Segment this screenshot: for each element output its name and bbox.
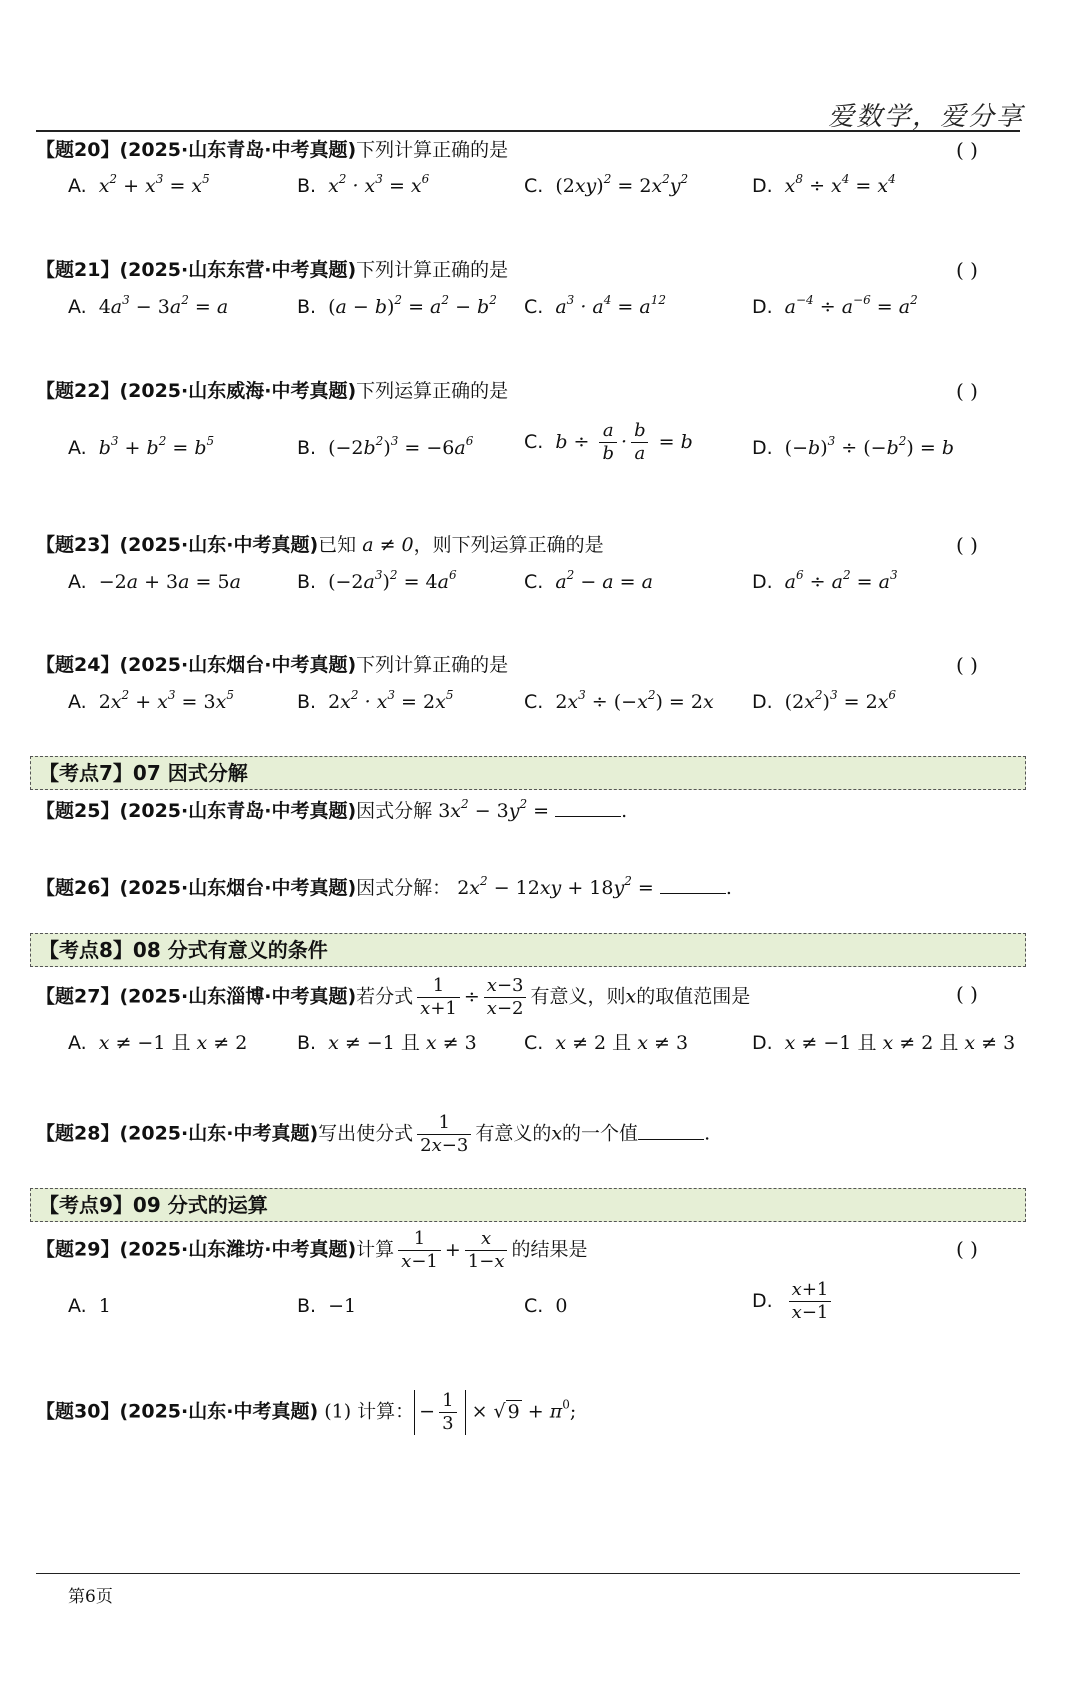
option-c: C. x ≠ 2 且 x ≠ 3	[524, 1032, 689, 1054]
question-text-2: ，则下列运算正确的是	[413, 534, 604, 556]
part-label: (1)	[324, 1400, 352, 1423]
question-source: (2025·山东东营·中考真题)	[119, 259, 357, 281]
option-d: D. $(2x^2)^3 = 2x^6$	[752, 688, 897, 713]
option-d: D. $a^{-4} \div a^{-6} = a^2$	[752, 293, 918, 318]
footer-divider	[36, 1573, 1020, 1574]
question-number: 【题25】	[36, 800, 120, 822]
option-a: A. $4a^3 - 3a^2 = a$	[68, 293, 229, 318]
option-c: C. $a^3 \cdot a^4 = a^{12}$	[524, 293, 666, 318]
question-number: 【题24】	[36, 654, 120, 676]
option-c: C. 0	[524, 1295, 568, 1317]
question-text-2: 有意义的	[475, 1122, 552, 1145]
option-d: D. $x^8 \div x^4 = x^4$	[752, 172, 896, 197]
section-header-8: 【考点8】08 分式有意义的条件	[30, 933, 1026, 967]
section-header-9: 【考点9】09 分式的运算	[30, 1188, 1026, 1222]
question-27: 【题27】(2025·山东淄博·中考真题)若分式 $\frac{1}{x+1}$ ÷ $\frac{x-3}{x-2}$ 有意义，则x的取值范围是	[36, 975, 751, 1019]
option-d: D. $\frac{x+1}{x-1}$	[752, 1279, 835, 1324]
question-text: 下列计算正确的是	[356, 259, 509, 281]
section-header-7: 【考点7】07 因式分解	[30, 756, 1026, 790]
question-source: (2025·山东·中考真题)	[119, 534, 319, 556]
question-source: (2025·山东威海·中考真题)	[119, 380, 357, 402]
question-source: (2025·山东淄博·中考真题)	[119, 985, 357, 1008]
question-25: 【题25】(2025·山东青岛·中考真题)因式分解 $3x^2 - 3y^2$ = .	[36, 797, 628, 822]
question-21	[36, 256, 508, 284]
answer-blank	[660, 873, 726, 894]
question-source: (2025·山东烟台·中考真题)	[119, 654, 357, 676]
question-number: 【题27】	[36, 985, 120, 1008]
option-b: B. $(-2b^2)^3 = -6a^6$	[297, 434, 474, 459]
question-number: 【题29】	[36, 1238, 120, 1261]
option-d: D. $(-b)^3 \div (-b^2) = b$	[752, 434, 954, 459]
answer-parentheses: ( )	[956, 1237, 978, 1261]
question-number: 【题26】	[36, 877, 120, 899]
question-text: 写出使分式	[318, 1122, 414, 1145]
variable: x	[625, 985, 637, 1008]
question-number: 【题21】	[36, 259, 120, 281]
question-29: 【题29】(2025·山东潍坊·中考真题)计算 $\frac{1}{x-1}$ + $\frac{x}{1-x}$ 的结果是	[36, 1228, 588, 1272]
option-a: A. −2a + 3a = 5a	[68, 571, 241, 593]
option-a: A. $2x^2 + x^3 = 3x^5$	[68, 688, 234, 713]
question-24	[36, 651, 508, 679]
question-text: 下列计算正确的是	[356, 654, 509, 676]
question-source: (2025·山东青岛·中考真题)	[119, 139, 357, 161]
option-b: B. $x^2 \cdot x^3 = x^6$	[297, 172, 430, 197]
option-d: D. $a^6 \div a^2 = a^3$	[752, 568, 898, 593]
question-23	[36, 531, 604, 559]
option-c: C. $(2xy)^2 = 2x^2y^2$	[524, 172, 689, 197]
option-a: A. 1	[68, 1295, 111, 1317]
question-text: 下列运算正确的是	[356, 380, 509, 402]
header-divider	[36, 130, 1020, 132]
option-a: A. x ≠ −1 且 x ≠ 2	[68, 1032, 248, 1054]
question-number: 【题30】	[36, 1400, 120, 1423]
variable: x	[551, 1122, 563, 1145]
question-text: 若分式	[356, 985, 414, 1008]
question-text: 计算	[356, 1238, 395, 1261]
answer-parentheses: ( )	[956, 533, 978, 557]
option-b: B. $(a - b)^2 = a^2 - b^2$	[297, 293, 497, 318]
question-text: 因式分解	[356, 800, 433, 822]
option-b: B. −1	[297, 1295, 357, 1317]
question-30: 【题30】(2025·山东·中考真题) (1) 计算： − $\frac{1}{3}$ × √ $9 + \pi^0$;	[36, 1390, 577, 1434]
question-text-2: 有意义，则	[530, 985, 626, 1008]
question-source: (2025·山东青岛·中考真题)	[119, 800, 357, 822]
question-source: (2025·山东潍坊·中考真题)	[119, 1238, 357, 1261]
answer-blank	[555, 796, 621, 817]
question-source: (2025·山东·中考真题)	[119, 1122, 319, 1145]
question-26: 【题26】(2025·山东烟台·中考真题)因式分解： $2x^2 - 12xy + 18y^2$ = .	[36, 874, 732, 899]
question-number: 【题22】	[36, 380, 120, 402]
answer-blank	[638, 1119, 704, 1140]
question-source: (2025·山东烟台·中考真题)	[119, 877, 357, 899]
question-text: 下列计算正确的是	[356, 139, 509, 161]
question-text-2: 的结果是	[511, 1238, 588, 1261]
option-b: B. $2x^2 \cdot x^3 = 2x^5$	[297, 688, 454, 713]
option-c: C. b ÷ $\frac{a}{b}$ · $\frac{b}{a}$ = b	[524, 420, 693, 464]
question-text: 计算：	[357, 1400, 415, 1423]
question-20	[36, 136, 508, 164]
option-b: B. x ≠ −1 且 x ≠ 3	[297, 1032, 477, 1054]
question-22	[36, 377, 508, 405]
question-number: 【题28】	[36, 1122, 120, 1145]
option-a: A. $x^2 + x^3 = x^5$	[68, 172, 210, 197]
question-text-3: 的取值范围是	[636, 985, 751, 1008]
option-c: C. $a^2 - a = a$	[524, 568, 653, 593]
answer-parentheses: ( )	[956, 138, 978, 162]
option-a: A. $b^3 + b^2 = b^5$	[68, 434, 215, 459]
answer-parentheses: ( )	[956, 258, 978, 282]
header-slogan: 爱数学，爱分享	[827, 102, 1024, 132]
answer-parentheses: ( )	[956, 379, 978, 403]
option-b: B. $(-2a^3)^2 = 4a^6$	[297, 568, 457, 593]
question-text-3: 的一个值	[562, 1122, 639, 1145]
question-number: 【题23】	[36, 534, 120, 556]
question-28: 【题28】(2025·山东·中考真题)写出使分式 $\frac{1}{2x-3}$ 有意义的x的一个值 .	[36, 1112, 711, 1156]
option-c: C. $2x^3 \div (-x^2) = 2x$	[524, 688, 714, 713]
page-number: 第6页	[68, 1587, 113, 1607]
question-text: 已知	[318, 534, 357, 556]
condition: a ≠ 0	[362, 534, 414, 556]
question-number: 【题20】	[36, 139, 120, 161]
answer-parentheses: ( )	[956, 982, 978, 1006]
question-text: 因式分解：	[356, 877, 452, 899]
answer-parentheses: ( )	[956, 653, 978, 677]
option-d: D. x ≠ −1 且 x ≠ 2 且 x ≠ 3	[752, 1032, 1016, 1054]
question-source: (2025·山东·中考真题)	[119, 1400, 319, 1423]
